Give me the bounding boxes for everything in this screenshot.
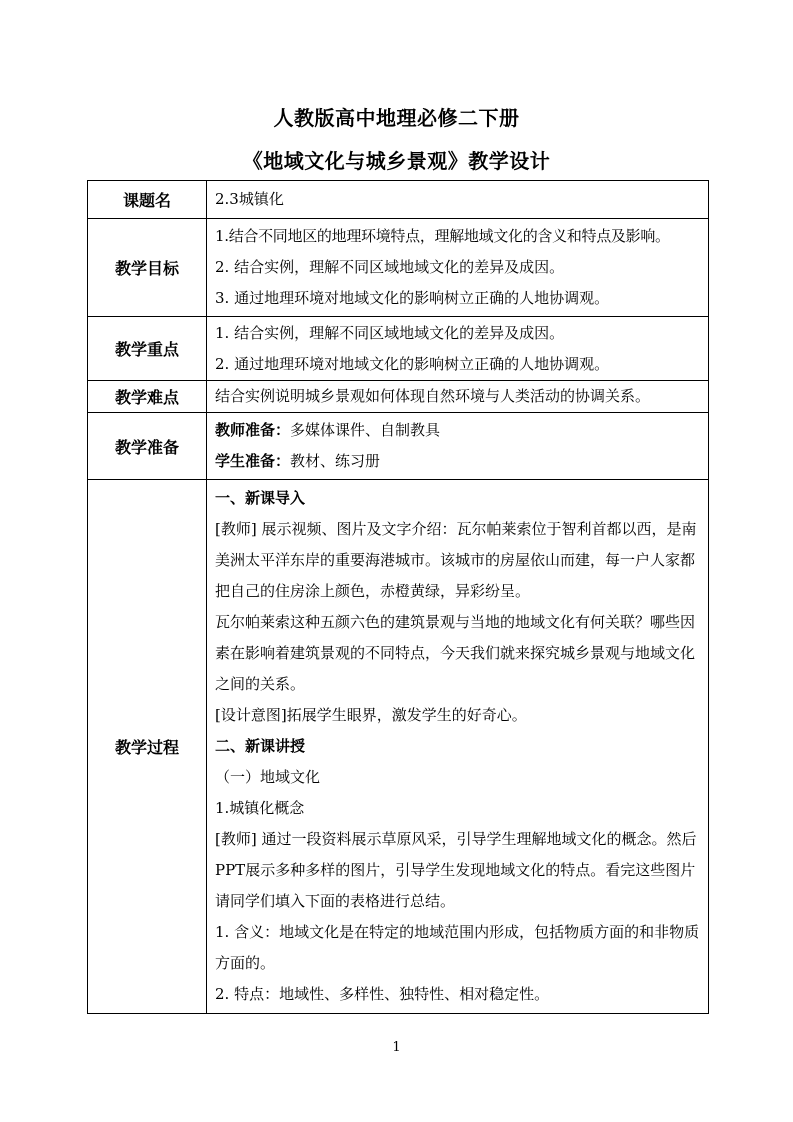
row-topic bbox=[88, 181, 709, 219]
document-title: 人教版高中地理必修二下册 bbox=[273, 106, 520, 130]
subsection-heading: （一）地域文化 bbox=[215, 768, 321, 786]
label-topic: 课题名 bbox=[88, 181, 207, 219]
label-preparation: 教学准备 bbox=[88, 413, 207, 480]
lesson-plan-table bbox=[87, 180, 709, 1014]
section-heading: 一、新课导入 bbox=[215, 489, 306, 507]
teacher-preparation bbox=[215, 415, 702, 446]
value-key-points bbox=[207, 317, 709, 381]
label-objectives: 教学目标 bbox=[88, 219, 207, 317]
row-difficulty bbox=[88, 381, 709, 413]
row-preparation bbox=[88, 413, 709, 480]
process-paragraph: 1. 含义：地域文化是在特定的地域范围内形成，包括物质方面的和非物质方面的。 bbox=[215, 923, 700, 972]
value-topic bbox=[207, 181, 709, 219]
objective-item: 2. 结合实例，理解不同区域地域文化的差异及成因。 bbox=[215, 258, 565, 276]
label-key-points: 教学重点 bbox=[88, 317, 207, 381]
value-process bbox=[207, 480, 709, 1014]
process-paragraph: [教师] 展示视频、图片及文字介绍：瓦尔帕莱索位于智利首都以西，是南美洲太平洋东岸的重要海港城市。该城市的房屋依山而建，每一户人家都把自己的住房涂上颜色，赤橙黄绿，异彩纷呈。 bbox=[215, 520, 697, 600]
objective-item: 3. 通过地理环境对地域文化的影响树立正确的人地协调观。 bbox=[215, 289, 610, 307]
row-process bbox=[88, 480, 709, 1014]
process-paragraph: 瓦尔帕莱索这种五颜六色的建筑景观与当地的地域文化有何关联？哪些因素在影响着建筑景观的不同特点，今天我们就来探究城乡景观与地域文化之间的关系。 bbox=[215, 613, 696, 693]
subsection-heading: 1.城镇化概念 bbox=[215, 799, 305, 817]
design-intent: [设计意图]拓展学生眼界，激发学生的好奇心。 bbox=[215, 706, 527, 724]
key-point-item: 1. 结合实例，理解不同区域地域文化的差异及成因。 bbox=[215, 323, 565, 342]
label-difficulty: 教学难点 bbox=[88, 381, 207, 413]
process-paragraph: 2. 特点：地域性、多样性、独特性、相对稳定性。 bbox=[215, 985, 550, 1003]
teacher-preparation-label: 教师准备： bbox=[215, 421, 291, 439]
page-number: 1 bbox=[392, 1040, 401, 1055]
label-process: 教学过程 bbox=[88, 480, 207, 1014]
row-key-points bbox=[88, 317, 709, 381]
process-paragraph: [教师] 通过一段资料展示草原风采，引导学生理解地域文化的概念。然后PPT展示多种多样的图片，引导学生发现地域文化的特点。看完这些图片请同学们填入下面的表格进行总结。 bbox=[215, 830, 697, 910]
topic-text: 2.3城镇化 bbox=[215, 190, 284, 208]
row-objectives bbox=[88, 219, 709, 317]
student-preparation bbox=[215, 446, 702, 477]
difficulty-text: 结合实例说明城乡景观如何体现自然环境与人类活动的协调关系。 bbox=[215, 387, 651, 405]
value-difficulty bbox=[207, 381, 709, 413]
section-heading: 二、新课讲授 bbox=[215, 737, 306, 755]
value-objectives bbox=[207, 219, 709, 317]
key-point-item: 2. 通过地理环境对地域文化的影响树立正确的人地协调观。 bbox=[215, 354, 610, 373]
student-preparation-value: 教材、练习册 bbox=[290, 452, 381, 470]
value-preparation bbox=[207, 413, 709, 480]
objective-item: 1.结合不同地区的地理环境特点，理解地域文化的含义和特点及影响。 bbox=[215, 227, 670, 245]
document-subtitle: 《地域文化与城乡景观》教学设计 bbox=[242, 149, 551, 173]
student-preparation-label: 学生准备： bbox=[215, 452, 291, 470]
teacher-preparation-value: 多媒体课件、自制教具 bbox=[290, 421, 441, 439]
